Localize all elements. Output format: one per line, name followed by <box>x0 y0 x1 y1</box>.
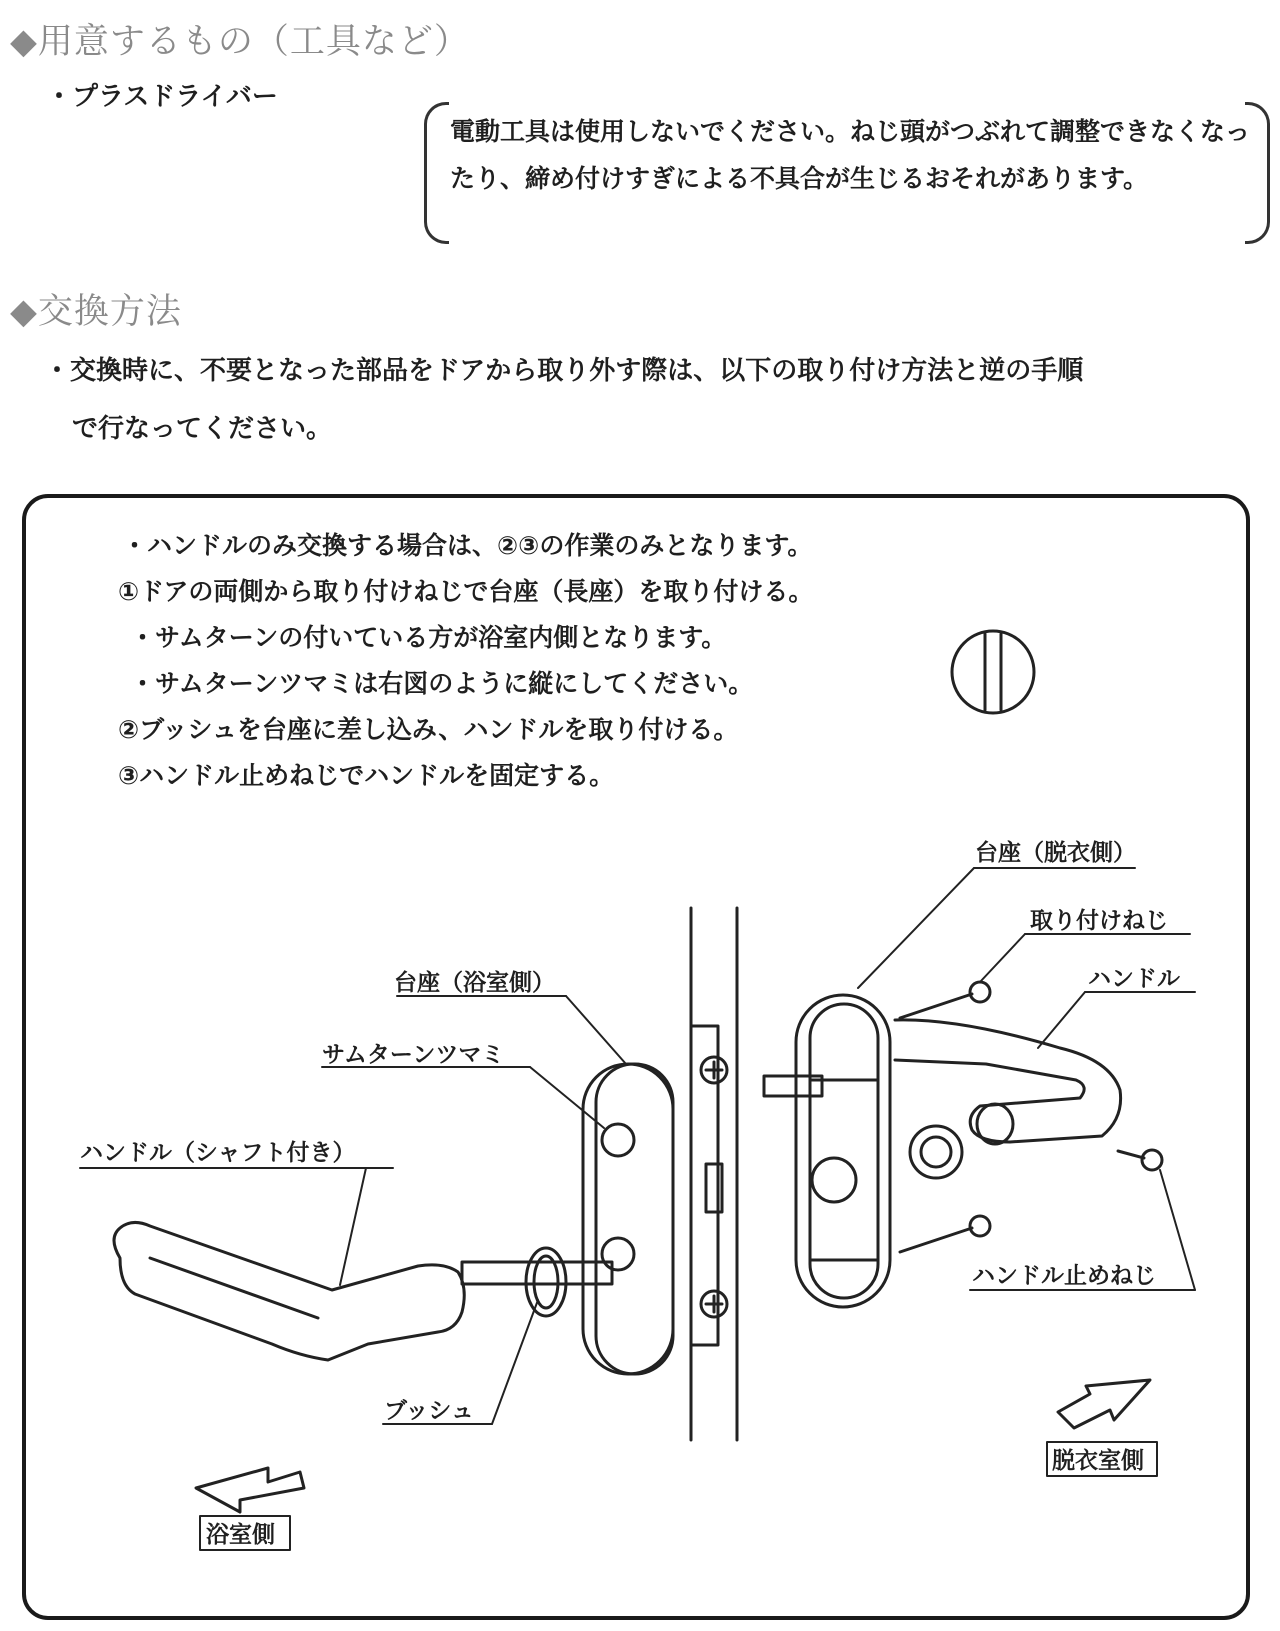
label-handle-stop-screw: ハンドル止めねじ <box>972 1263 1156 1289</box>
step-2: ②ブッシュを台座に差し込み、ハンドルを取り付ける。 <box>118 715 739 744</box>
diamond-icon: ◆ <box>10 22 38 62</box>
mount-screw-icon <box>900 982 990 1018</box>
thumbturn-orientation-icon <box>952 631 1034 713</box>
handle-with-shaft <box>114 1222 612 1360</box>
step-1-note-b: ・サムターンツマミは右図のように縦にしてください。 <box>130 669 754 698</box>
tool-item: ・プラスドライバー <box>46 82 278 112</box>
label-base-bath: 台座（浴室側） <box>394 970 555 996</box>
exchange-intro-line2: で行なってください。 <box>72 414 333 444</box>
label-bath-side: 浴室側 <box>206 1522 275 1548</box>
label-handle-shaft: ハンドル（シャフト付き） <box>80 1140 356 1166</box>
step-note-handle-only: ・ハンドルのみ交換する場合は、②③の作業のみとなります。 <box>122 531 813 560</box>
step-3: ③ハンドル止めねじでハンドルを固定する。 <box>118 761 615 790</box>
undress-side-handle <box>895 1020 1121 1144</box>
tools-heading-text: 用意するもの（工具など） <box>37 22 470 62</box>
handle-stop-screw-icon <box>1118 1150 1162 1170</box>
exchange-heading-text: 交換方法 <box>37 292 182 332</box>
mount-screw-icon <box>900 1216 990 1252</box>
exchange-intro-line1: ・交換時に、不要となった部品をドアから取り外す際は、以下の取り付け方法と逆の手順 <box>44 356 1084 386</box>
arrow-right-icon <box>1058 1380 1150 1428</box>
caution-text: 電動工具は使用しないでください。ねじ頭がつぶれて調整できなくなったり、締め付けすぎによる不具合が生じるおそれがあります。 <box>450 117 1251 193</box>
step-1: ①ドアの両側から取り付けねじで台座（長座）を取り付ける。 <box>118 577 814 606</box>
undress-side-base <box>764 995 890 1307</box>
label-undress-side: 脱衣室側 <box>1052 1448 1144 1474</box>
arrow-left-icon <box>196 1468 304 1512</box>
bath-side-base <box>583 1064 673 1374</box>
faceplate-screw-icon <box>701 1291 727 1317</box>
label-handle-undress: ハンドル <box>1088 966 1180 992</box>
diamond-icon: ◆ <box>10 292 38 332</box>
label-mount-screw: 取り付けねじ <box>1030 908 1168 934</box>
label-base-undress: 台座（脱衣側） <box>975 840 1136 866</box>
door-section <box>691 908 737 1440</box>
faceplate-screw-icon <box>701 1057 727 1083</box>
bush-part <box>910 1126 962 1178</box>
label-thumbturn: サムターンツマミ <box>322 1042 505 1068</box>
label-bush: ブッシュ <box>384 1398 474 1424</box>
step-1-note-a: ・サムターンの付いている方が浴室内側となります。 <box>130 623 727 652</box>
